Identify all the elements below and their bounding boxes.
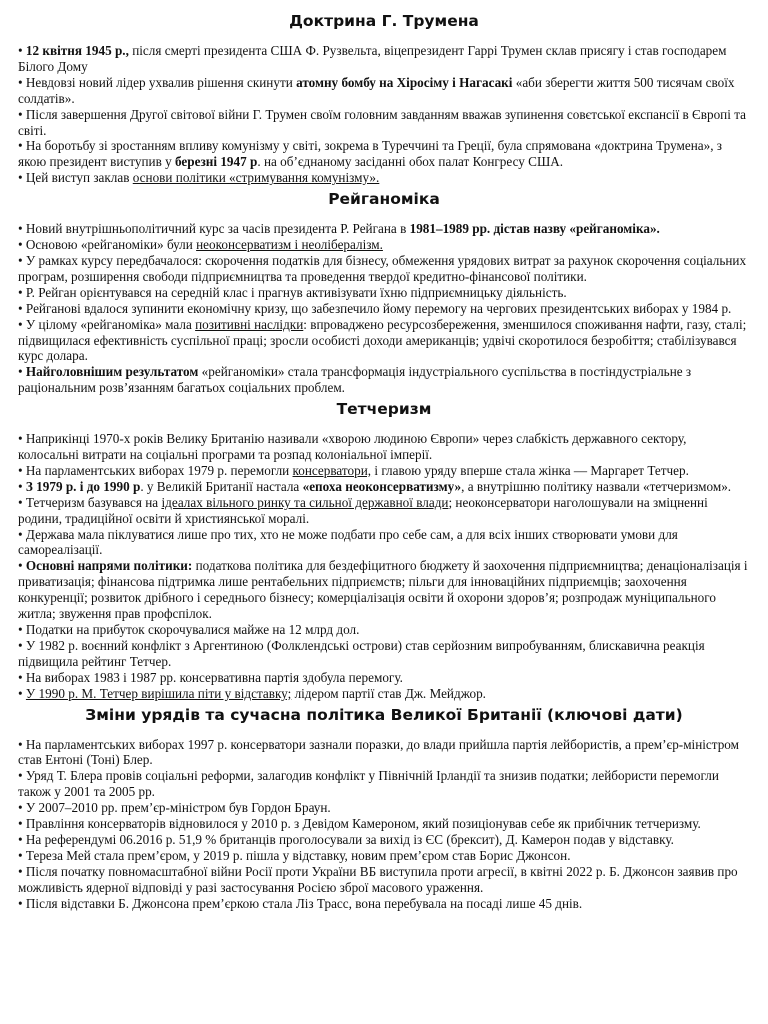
bullet-item bbox=[18, 896, 750, 912]
section-title: Доктрина Г. Трумена bbox=[289, 12, 479, 30]
bullet-item bbox=[18, 479, 750, 495]
bullet-item bbox=[18, 737, 750, 769]
text-run: • Після завершення Другої світової війни Г. Трумен своїм головним завданням вважав зупинення совєтської експансії в Європі та світі. bbox=[18, 106, 746, 138]
text-run: • Правління консерваторів відновилося у 2010 р. з Девідом Камероном, який позиціонував себе як прибічник тетчеризму. bbox=[18, 816, 701, 832]
bullet-item bbox=[18, 301, 750, 317]
bullet-item bbox=[18, 317, 750, 365]
text-run: лідером партії став Дж. Мейджор. bbox=[291, 685, 486, 701]
text-run: • Після відставки Б. Джонсона прем’єркою стала Ліз Трасс, вона перебувала на посаді лише 45 днів. bbox=[18, 895, 583, 911]
bullet-item bbox=[18, 832, 750, 848]
text-run: • bbox=[18, 685, 26, 701]
text-run: • Цей виступ заклав bbox=[18, 170, 133, 186]
text-run: «рейганоміки» стала трансформація індустріального суспільства в постіндустріальне з раціональним розв’язанням багатьох соціальних проблем. bbox=[18, 364, 692, 396]
text-run: • Після початку повномасштабної війни Росії проти України ВБ виступила проти агресії, в квітні 2022 р. Б. Джонсон заявив про можливість ядерної відповіді у разі застосування Росією зброї масового ураження. bbox=[18, 863, 738, 895]
text-run: • У цілому «рейганоміка» мала bbox=[18, 316, 196, 332]
text-run: • Уряд Т. Блера провів соціальні реформи, залагодив конфлікт у Північній Ірландії та знизив податки; лейбористи перемогли також у 2001 та 2005 рр. bbox=[18, 768, 719, 800]
text-run: ; неоконсерватори наголошували на зміцненні родини, традиційної освіти й християнської моралі. bbox=[18, 494, 708, 526]
text-run: • Наприкінці 1970-х років Велику Британію називали «хворою людиною Європи» через слабкість державного сектору, колосальні витрати на соціальні програми та розпад колоніальної імперії. bbox=[18, 431, 687, 463]
underlined-text: неоконсерватизм і неолібералізм. bbox=[196, 237, 383, 253]
text-run: «аби зберегти життя 500 тисячам своїх солдатів». bbox=[18, 74, 735, 106]
section bbox=[18, 186, 750, 396]
bullet-item bbox=[18, 75, 750, 107]
text-run: • Рейганові вдалося зупинити економічну кризу, що забезпечило йому перемогу на чергових президентських виборах у 1984 р. bbox=[18, 300, 732, 316]
bold-text: Найголовнішим результатом bbox=[25, 364, 199, 380]
bold-text: Основні напрями політики: bbox=[25, 558, 193, 574]
bullet-item bbox=[18, 558, 750, 622]
text-run: • На парламентських виборах 1979 р. перемогли bbox=[18, 462, 293, 478]
bullet-item bbox=[18, 463, 750, 479]
text-run: • bbox=[18, 43, 26, 58]
text-run: • На референдумі 06.2016 р. 51,9 % британців проголосували за вихід із ЄС (брексит), Д. Камерон подав у відставку. bbox=[18, 831, 674, 847]
section-title: Рейганоміка bbox=[328, 190, 440, 209]
bullet-item bbox=[18, 527, 750, 559]
text-run: • Тереза Мей стала прем’єром, у 2019 р. пішла у відставку, новим прем’єром став Борис Джонсон. bbox=[18, 847, 571, 863]
bullet-item bbox=[18, 253, 750, 285]
bullet-item bbox=[18, 768, 750, 800]
underlined-text: ідеалах вільного ринку та сильної державної влади bbox=[161, 494, 449, 510]
text-run: • bbox=[18, 364, 26, 380]
text-run: • У 1982 р. воєнний конфлікт з Аргентиною (Фолклендські острови) став серйозним випробуванням, блискавична реакція підвищила рейтинг Тетчер. bbox=[18, 637, 705, 669]
bullet-item bbox=[18, 170, 750, 186]
text-run: : впроваджено ресурсозбереження, зменшилося споживання нафти, газу, сталі; підвищилася ефективність суспільної праці; зросли особисті доходи американців; удвічі скоротилося безробіття; стабілізувався курс долара. bbox=[18, 316, 747, 364]
text-run: і главою уряду вперше стала жінка — Маргарет Тетчер. bbox=[371, 462, 689, 478]
text-run: • bbox=[18, 558, 26, 574]
bullet-item bbox=[18, 864, 750, 896]
text-run: . у Великій Британії настала bbox=[140, 478, 303, 494]
text-run: податкова політика для бездефіцитного бюджету й заохочення підприємництва; денаціоналізація і приватизація; фінансова підтримка лише рентабельних підприємств; пільги для інноваційних підприємців; заохочення конкуренції; розвиток дрібного і середнього бізнесу; комерціалізація освіти й охорони здоров’я; розпродаж муніципального житла; звуження прав профспілок. bbox=[18, 558, 748, 622]
section-title: Тетчеризм bbox=[336, 400, 432, 419]
text-run: • У рамках курсу передбачалося: скорочення податків для бізнесу, обмеження урядових витрат за рахунок скорочення соціальних програм, розширення свободи підприємництва та проведення твердої кредитно-фінансової політики. bbox=[18, 252, 747, 284]
bullet-item bbox=[18, 848, 750, 864]
text-run: . на об’єднаному засіданні обох палат Конгресу США. bbox=[257, 154, 564, 170]
text-run: • Основою «рейганоміки» були bbox=[18, 237, 197, 253]
text-run: • У 2007–2010 рр. прем’єр-міністром був Гордон Браун. bbox=[18, 800, 331, 816]
bullet-item bbox=[18, 638, 750, 670]
bullet-item bbox=[18, 816, 750, 832]
bullet-item bbox=[18, 221, 750, 237]
text-run: • На боротьбу зі зростанням впливу комунізму у світі, зокрема в Туреччині та Греції, була спрямована «доктрина Трумена», з якою президент виступив у bbox=[18, 138, 723, 170]
underlined-text: У 1990 р. М. Тетчер вирішила піти у відставку; bbox=[25, 685, 292, 701]
bullet-item bbox=[18, 364, 750, 396]
underlined-text: основи політики «стримування комунізму». bbox=[132, 170, 380, 186]
bullet-item bbox=[18, 495, 750, 527]
bullet-item bbox=[18, 686, 750, 702]
bullet-item bbox=[18, 43, 750, 75]
bullet-item bbox=[18, 237, 750, 253]
section bbox=[18, 396, 750, 701]
text-run: • Тетчеризм базувався на bbox=[18, 494, 162, 510]
text-run: • На парламентських виборах 1997 р. консерватори зазнали поразки, до влади прийшла партія лейбористів, а прем’єр-міністром став Ентоні (Тоні) Блер. bbox=[18, 736, 739, 768]
bullet-item bbox=[18, 431, 750, 463]
section-title: Зміни урядів та сучасна політика Великої Британії (ключові дати) bbox=[85, 705, 683, 724]
underlined-text: консерватори, bbox=[292, 462, 372, 478]
bullet-item bbox=[18, 138, 750, 170]
underlined-text: позитивні наслідки bbox=[195, 316, 304, 332]
text-run: • Податки на прибуток скорочувалися майже на 12 млрд дол. bbox=[18, 622, 360, 637]
bold-text: «епоха неоконсерватизму» bbox=[302, 478, 462, 494]
text-run: , а внутрішню політику назвали «тетчеризмом». bbox=[461, 478, 732, 494]
bullet-item bbox=[18, 800, 750, 816]
bullet-item bbox=[18, 622, 750, 638]
bold-text: 12 квітня 1945 р., bbox=[25, 43, 129, 58]
bold-text: З 1979 р. і до 1990 р bbox=[25, 478, 141, 494]
text-run: після смерті президента США Ф. Рузвельта, віцепрезидент Гаррі Трумен склав присягу і став господарем Білого Дому bbox=[18, 43, 727, 74]
text-run: • Новий внутрішньополітичний курс за часів президента Р. Рейгана в bbox=[18, 221, 410, 237]
bullet-item bbox=[18, 107, 750, 139]
text-run: • Невдовзі новий лідер ухвалив рішення скинути bbox=[18, 74, 297, 90]
text-run: • На виборах 1983 і 1987 рр. консервативна партія здобула перемогу. bbox=[18, 669, 403, 685]
bold-text: березні 1947 р bbox=[175, 154, 258, 170]
bold-text: атомну бомбу на Хіросіму і Нагасакі bbox=[296, 74, 513, 90]
bullet-item bbox=[18, 285, 750, 301]
bold-text: 1981–1989 рр. дістав назву «рейганоміка». bbox=[409, 221, 660, 237]
text-run: • Держава мала піклуватися лише про тих, хто не може подбати про себе сам, а для всіх інших створювати умови для самореалізації. bbox=[18, 526, 678, 558]
bullet-item bbox=[18, 670, 750, 686]
section bbox=[18, 8, 750, 186]
text-run: • bbox=[18, 478, 26, 494]
text-run: • Р. Рейган орієнтувався на середній клас і прагнув активізувати їхню підприємницьку діяльність. bbox=[18, 284, 567, 300]
section bbox=[18, 702, 750, 912]
